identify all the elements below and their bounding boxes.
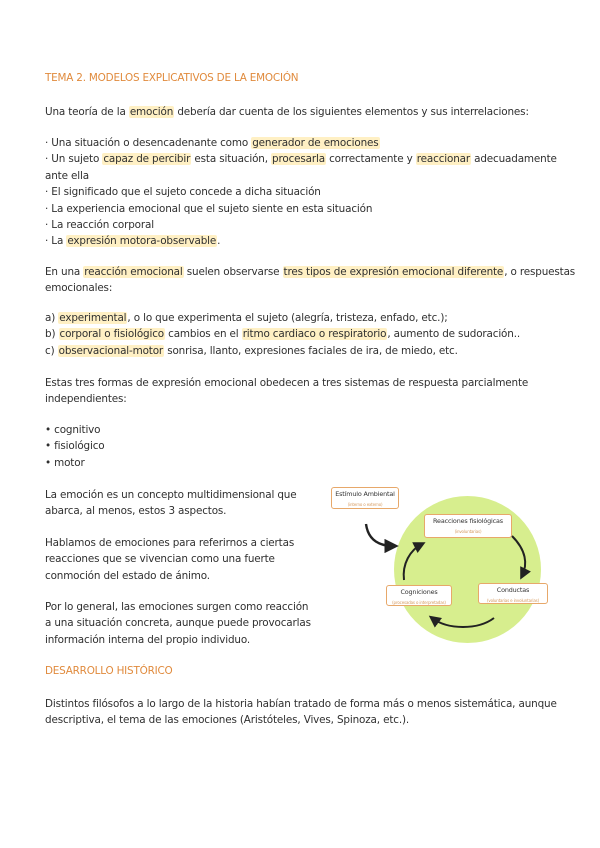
cognition-to-physio-arrow bbox=[404, 544, 422, 580]
list-item: · Un sujeto capaz de percibir esta situación, procesarla correctamente y reaccionar adecuadamente bbox=[45, 153, 557, 166]
list-item-continuation: ante ella bbox=[45, 169, 89, 182]
systems-list bbox=[45, 422, 104, 471]
highlight: generador de emociones bbox=[252, 137, 379, 149]
multidimensional-paragraph: La emoción es un concepto multidimensional que abarca, al menos, estos 3 aspectos. bbox=[45, 489, 297, 518]
highlight: tres tipos de expresión emocional diferente bbox=[283, 266, 504, 278]
type-item: c) observacional-motor sonrisa, llanto, expresiones faciales de ira, de miedo, etc. bbox=[45, 344, 458, 357]
system-item: • fisiológico bbox=[45, 440, 105, 453]
behaviors-box: Conductas (voluntarias e involuntarias) bbox=[478, 583, 548, 604]
emotions-definition-paragraph: Hablamos de emociones para referirnos a ciertas reacciones que se vivencian como una fuerte conmoción del estado de ánimo. bbox=[45, 537, 295, 582]
emotion-cycle-diagram bbox=[328, 484, 558, 644]
highlight: emoción bbox=[129, 106, 174, 118]
list-item: · El significado que el sujeto concede a dicha situación bbox=[45, 186, 321, 199]
highlight: expresión motora-observable bbox=[67, 235, 217, 248]
section-title: TEMA 2. MODELOS EXPLICATIVOS DE LA EMOCIÓN bbox=[45, 72, 299, 84]
list-item: · Una situación o desencadenante como generador de emociones bbox=[45, 137, 379, 149]
highlight: procesarla bbox=[272, 153, 325, 166]
history-heading: DESARROLLO HISTÓRICO bbox=[45, 665, 173, 677]
list-item: · La expresión motora-observable. bbox=[45, 235, 221, 248]
types-list bbox=[45, 310, 520, 359]
highlight: observacional-motor bbox=[58, 344, 164, 357]
highlight: experimental bbox=[59, 312, 127, 324]
behavior-to-cognition-arrow bbox=[432, 618, 494, 627]
stimulus-arrow bbox=[366, 524, 394, 546]
highlight: capaz de percibir bbox=[103, 153, 191, 166]
list-item: · La experiencia emocional que el sujeto siente en esta situación bbox=[45, 202, 373, 215]
highlight: corporal o fisiológico bbox=[59, 328, 164, 341]
highlight: reaccionar bbox=[416, 153, 470, 166]
system-item: • cognitivo bbox=[45, 424, 101, 436]
emotions-origin-paragraph: Por lo general, las emociones surgen como reacción a una situación concreta, aunque puede provocarlas información interna del propio individuo. bbox=[45, 601, 311, 646]
system-item: • motor bbox=[45, 456, 85, 469]
type-item: a) experimental, o lo que experimenta el sujeto (alegría, tristeza, enfado, etc.); bbox=[45, 312, 448, 324]
intro-paragraph: Una teoría de la emoción debería dar cuenta de los siguientes elementos y sus interrelaciones: bbox=[45, 106, 529, 118]
type-item: b) corporal o fisiológico cambios en el ritmo cardiaco o respiratorio, aumento de sudoración.. bbox=[45, 328, 521, 341]
elements-list bbox=[45, 135, 557, 250]
systems-paragraph: Estas tres formas de expresión emocional obedecen a tres sistemas de respuesta parcialmente independientes: bbox=[45, 377, 529, 406]
list-item: · La reacción corporal bbox=[45, 219, 154, 232]
cognitions-box: Cogniciones (procesadas o interpretadas) bbox=[386, 585, 452, 606]
reaction-paragraph: En una reacción emocional suelen observarse tres tipos de expresión emocional diferente, o respuestas emocionales: bbox=[45, 266, 576, 295]
highlight: reacción emocional bbox=[84, 266, 183, 278]
physiological-box: Reacciones fisiológicas (involuntarias) bbox=[424, 514, 512, 538]
history-paragraph: Distintos filósofos a lo largo de la historia habían tratado de forma más o menos sistemática, aunque descriptiva, el tema de las emociones (Aristóteles, Vives, Spinoza, etc.). bbox=[45, 698, 557, 727]
highlight: ritmo cardiaco o respiratorio bbox=[242, 328, 387, 341]
stimulus-box: Estímulo Ambiental (interno o externo) bbox=[331, 487, 399, 509]
physio-to-behavior-arrow bbox=[512, 536, 525, 576]
